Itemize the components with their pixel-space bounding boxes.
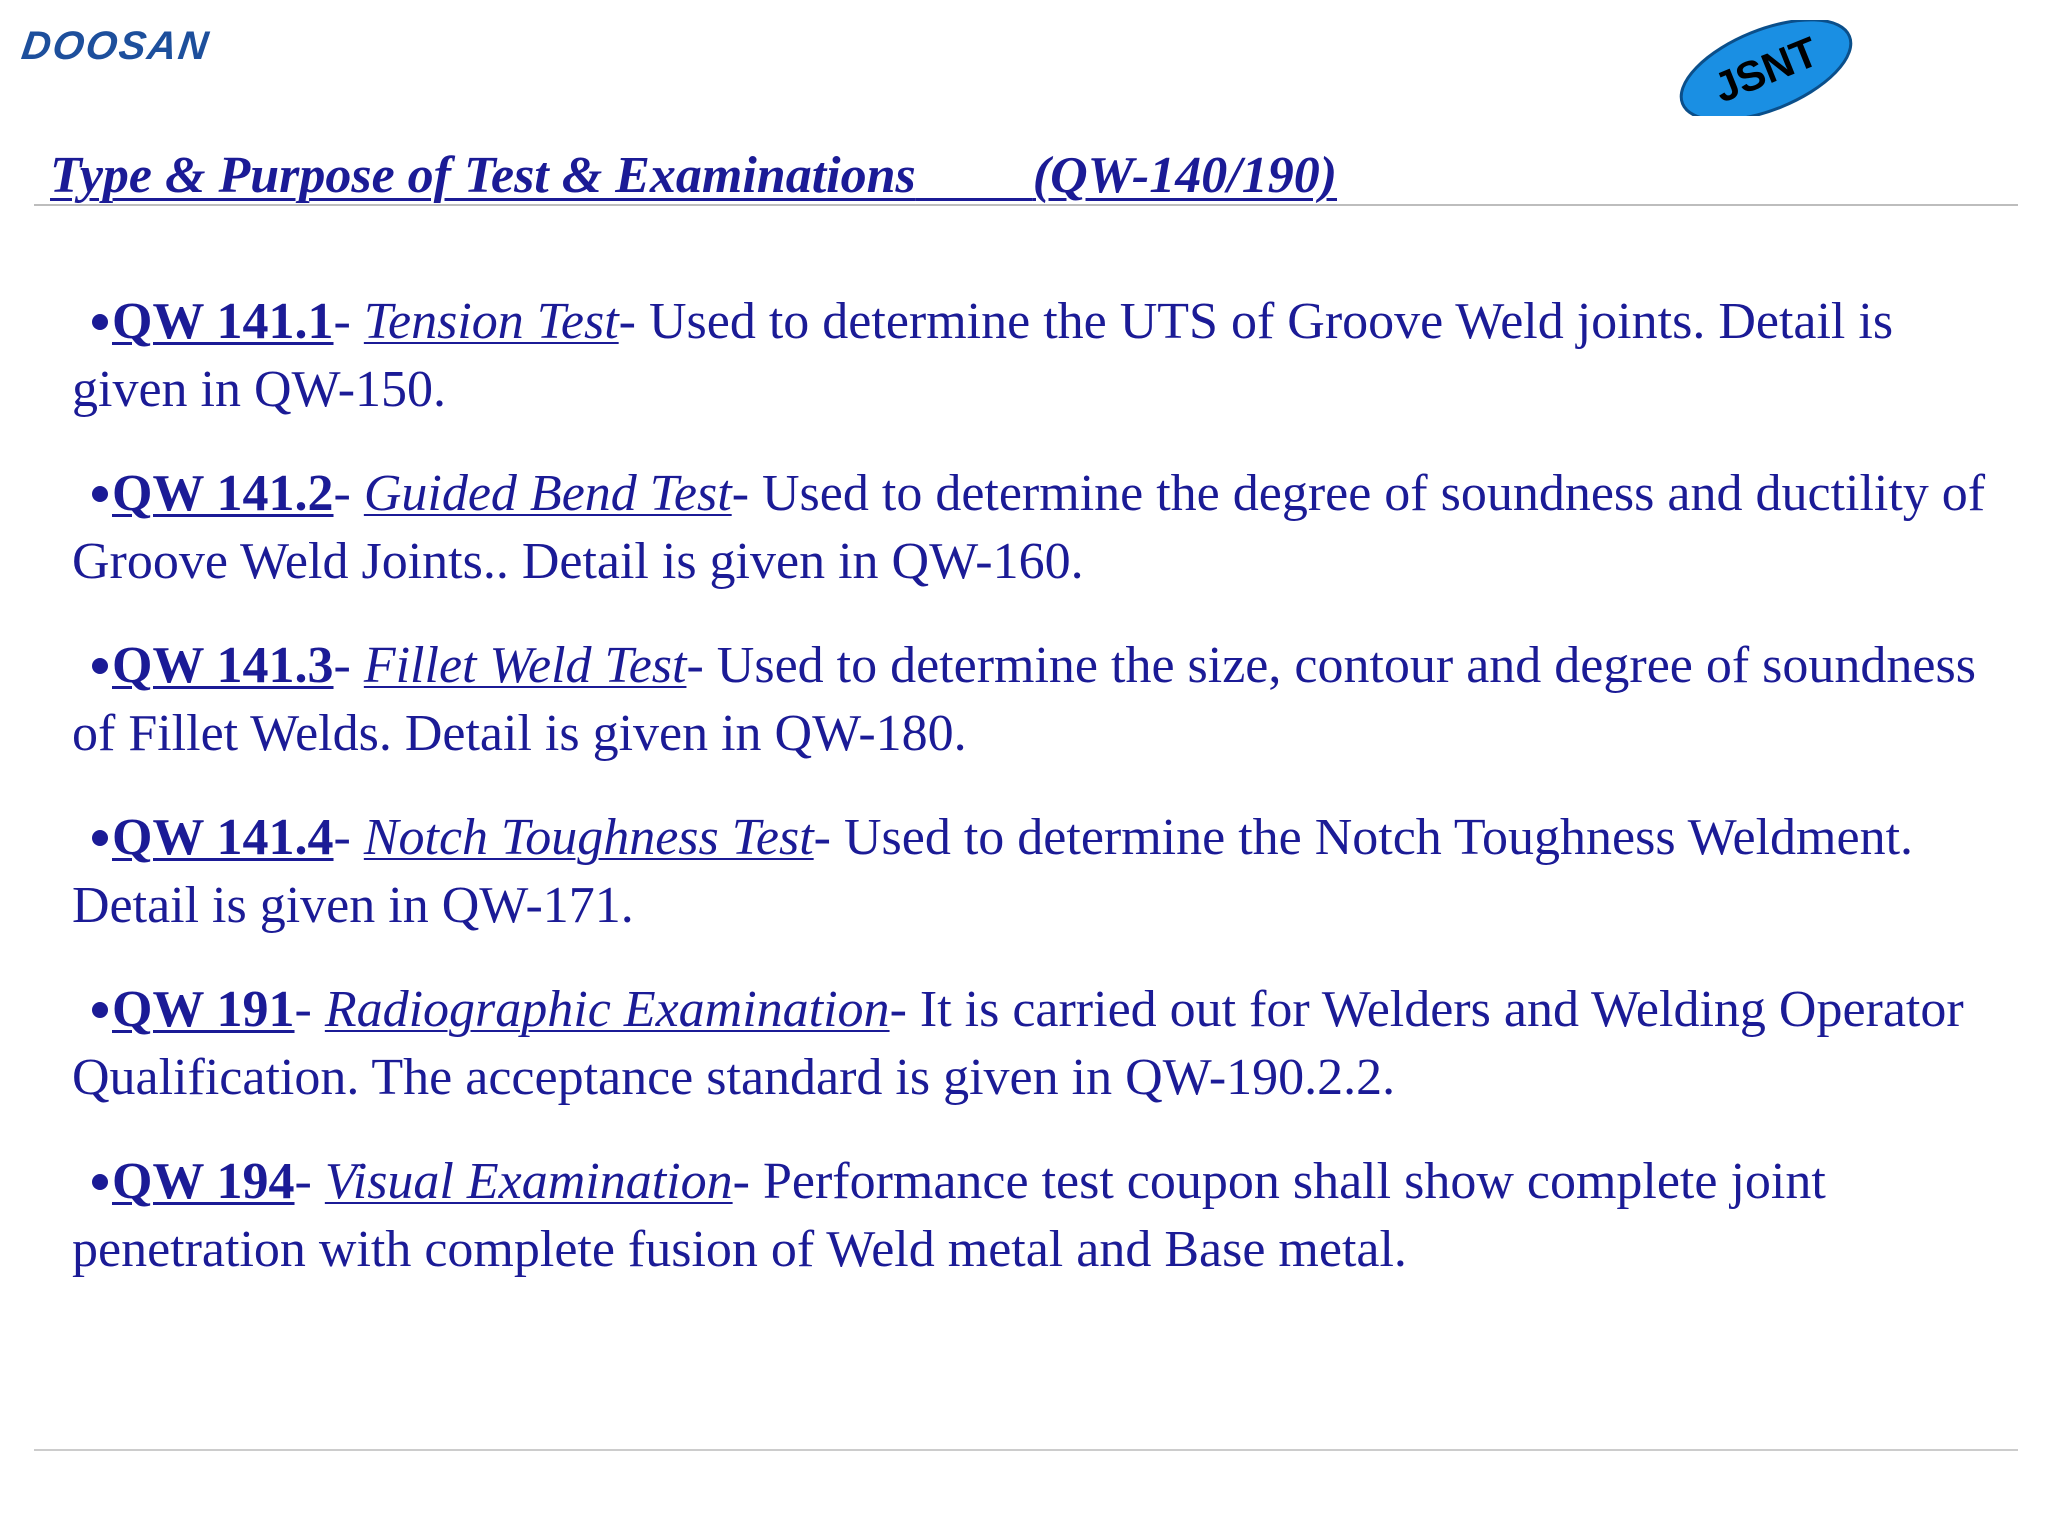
item-description: - Used to determine the UTS of Groove Weld joints. Detail is given in QW-150.: [72, 293, 1894, 418]
item-name: Radiographic Examination: [324, 981, 890, 1038]
item-description: - Used to determine the size, contour and degree of soundness of Fillet Welds. Detail is given in QW-180.: [72, 637, 1976, 762]
list-item: QW 141.3- Fillet Weld Test- Used to determine the size, contour and degree of soundness of Fillet Welds. Detail is given in QW-180.: [72, 637, 1976, 762]
doosan-logo: DOOSAN: [18, 24, 213, 68]
bullet-icon: [90, 828, 110, 848]
item-name: Visual Examination: [324, 1153, 733, 1210]
list-item: QW 191- Radiographic Examination- It is carried out for Welders and Welding Operator Qualification. The acceptance standard is given in QW-190.2.2.: [72, 981, 1964, 1106]
list-item: QW 141.1- Tension Test- Used to determine the UTS of Groove Weld joints. Detail is given in QW-150.: [72, 293, 1894, 418]
item-code: QW 191: [112, 981, 295, 1038]
item-name: Notch Toughness Test: [363, 809, 814, 866]
bullet-icon: [90, 484, 110, 504]
item-code: QW 194: [112, 1153, 295, 1210]
footer-divider: [34, 1449, 2018, 1451]
title-main: Type & Purpose of Test & Examinations: [50, 147, 916, 204]
test-list: [72, 288, 1992, 1320]
item-code: QW 141.4: [112, 809, 334, 866]
bullet-icon: [90, 656, 110, 676]
item-name: Tension Test: [363, 293, 619, 350]
item-description: - It is carried out for Welders and Welding Operator Qualification. The acceptance standard is given in QW-190.2.2.: [72, 981, 1964, 1106]
page-title: [50, 146, 1337, 205]
title-code: (QW-140/190): [1032, 147, 1338, 204]
item-code: QW 141.3: [112, 637, 334, 694]
title-divider: [34, 204, 2018, 206]
item-description: - Used to determine the degree of soundness and ductility of Groove Weld Joints.. Detail is given in QW-160.: [72, 465, 1986, 590]
bullet-icon: [90, 1172, 110, 1192]
bullet-icon: [90, 1000, 110, 1020]
item-code: QW 141.1: [112, 293, 334, 350]
item-name: Fillet Weld Test: [363, 637, 687, 694]
bullet-icon: [90, 312, 110, 332]
list-item: QW 194- Visual Examination- Performance test coupon shall show complete joint penetration with complete fusion of Weld metal and Base metal.: [72, 1153, 1826, 1278]
item-code: QW 141.2: [112, 465, 334, 522]
item-name: Guided Bend Test: [363, 465, 732, 522]
list-item: QW 141.4- Notch Toughness Test- Used to determine the Notch Toughness Weldment. Detail is given in QW-171.: [72, 809, 1914, 934]
jsnt-logo-text: JSNT: [1707, 27, 1825, 112]
item-description: - Performance test coupon shall show complete joint penetration with complete fusion of Weld metal and Base metal.: [72, 1153, 1826, 1278]
jsnt-logo: [1672, 20, 1860, 116]
list-item: QW 141.2- Guided Bend Test- Used to determine the degree of soundness and ductility of Groove Weld Joints.. Detail is given in QW-160.: [72, 465, 1986, 590]
item-description: - Used to determine the Notch Toughness Weldment. Detail is given in QW-171.: [72, 809, 1914, 934]
